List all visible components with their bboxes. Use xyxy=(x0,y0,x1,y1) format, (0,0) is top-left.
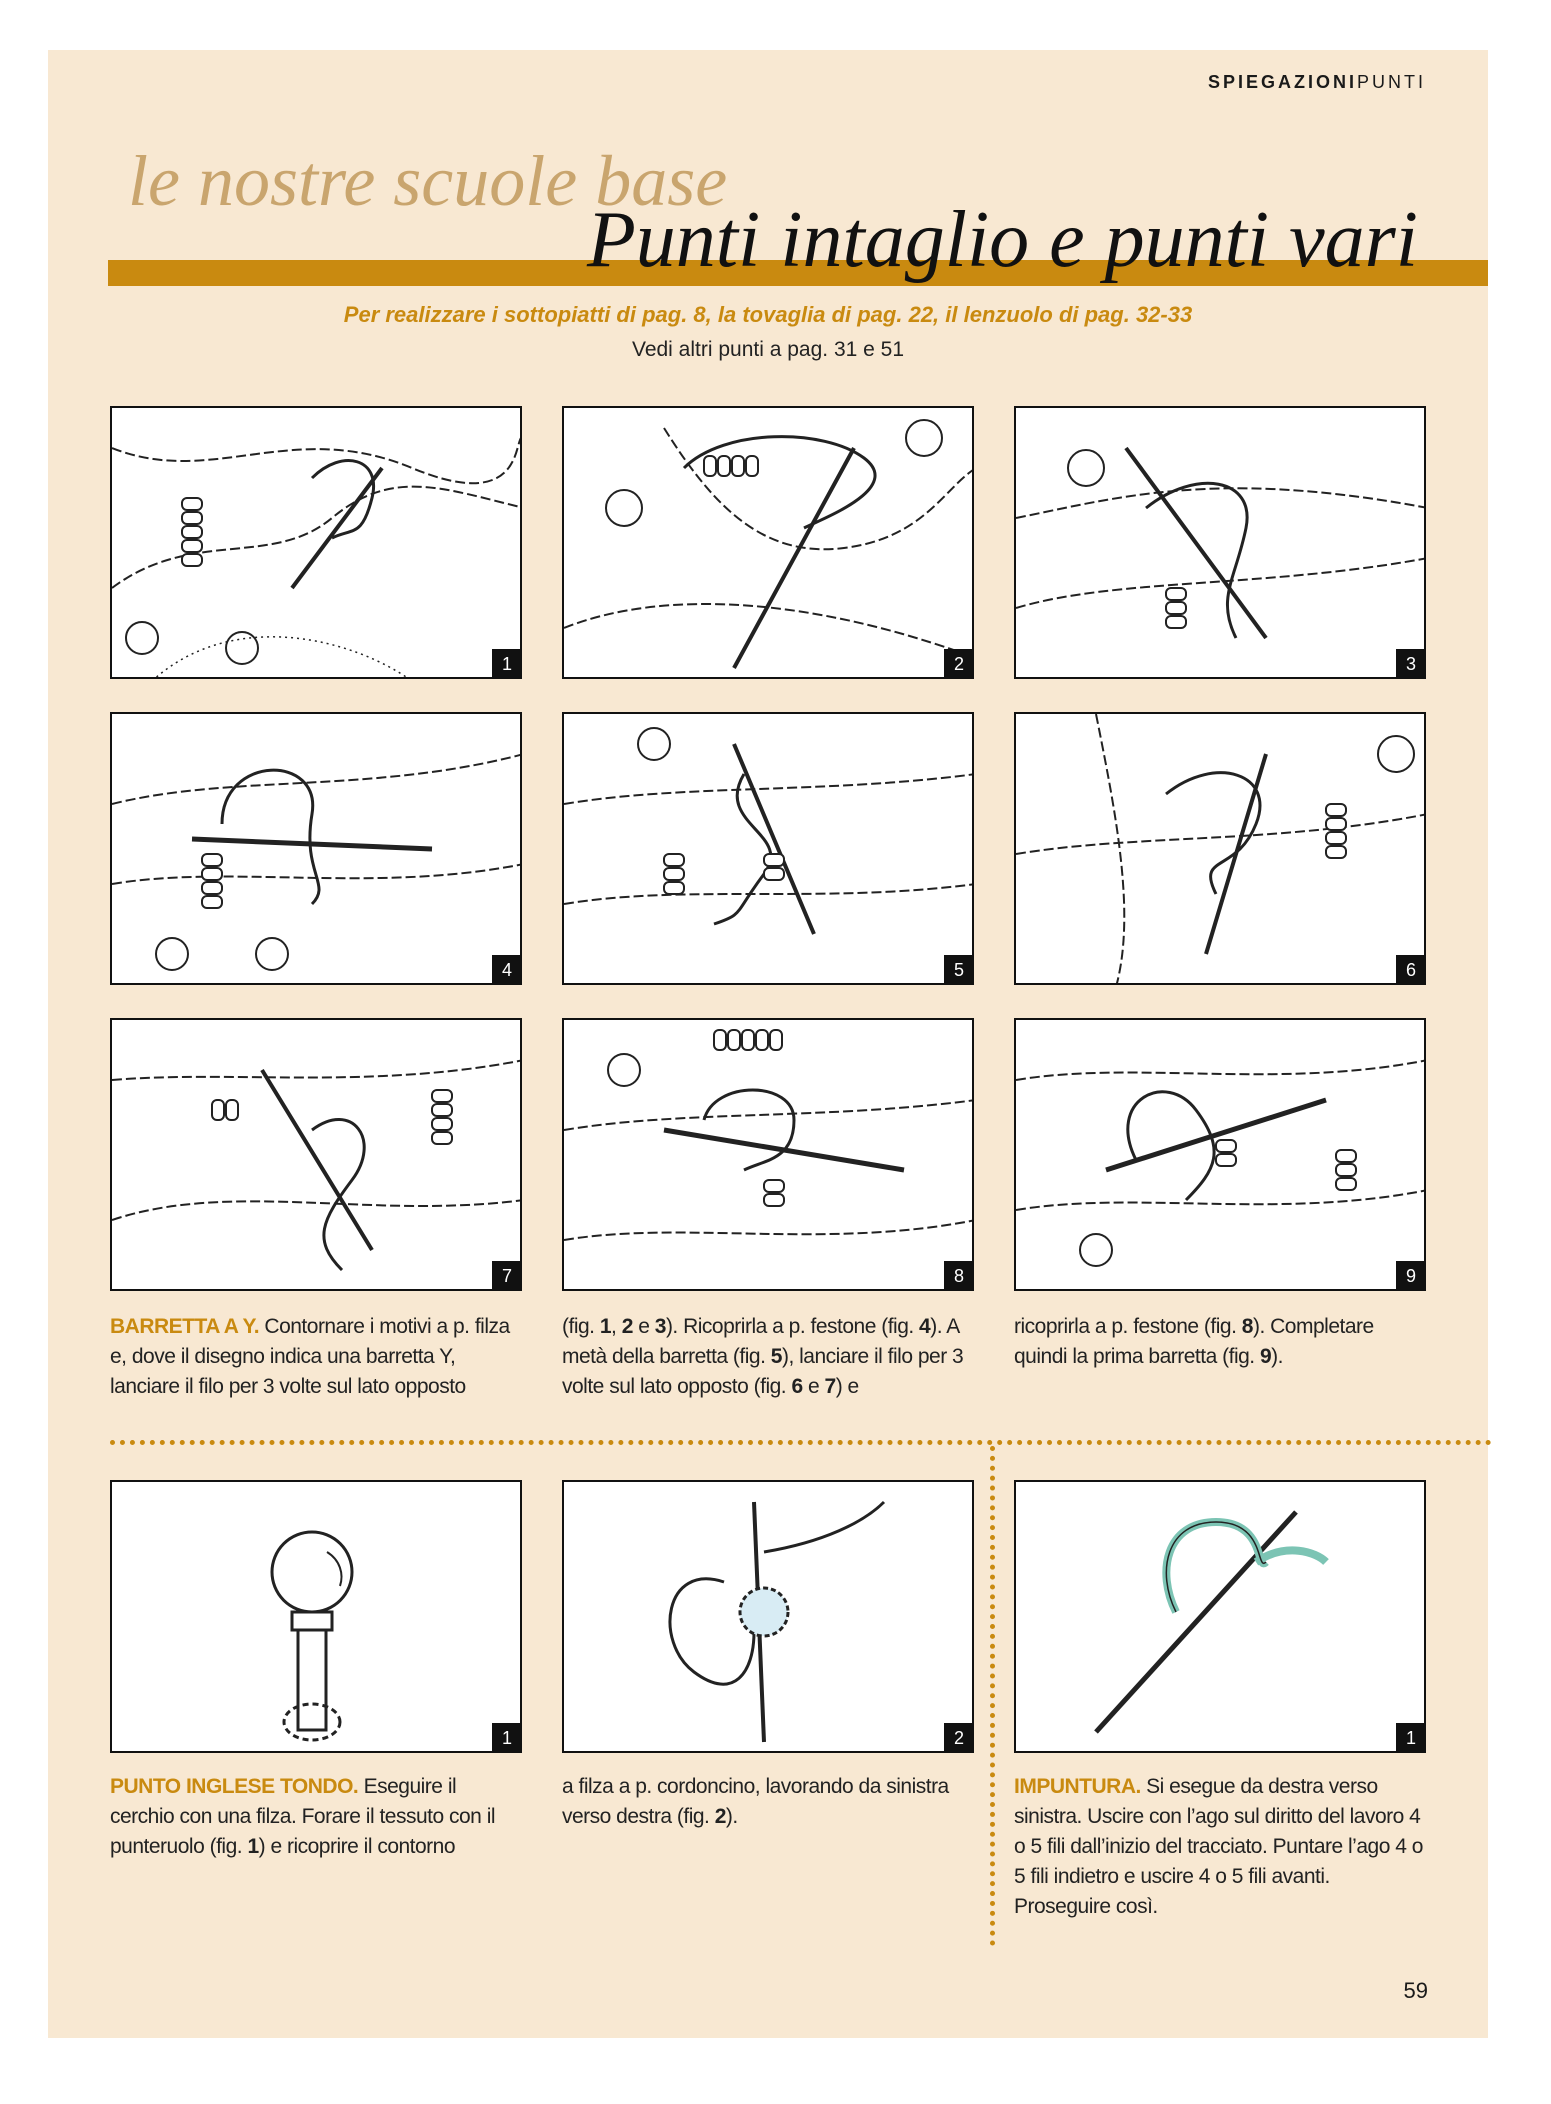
embroidery-illustration xyxy=(112,408,522,679)
backstitch-illustration xyxy=(1016,1482,1426,1753)
dotted-divider xyxy=(110,1440,1492,1445)
barretta-figure-5 xyxy=(562,712,974,985)
embroidery-illustration xyxy=(1016,1020,1426,1291)
figure-number: 1 xyxy=(1396,1723,1426,1753)
barretta-figure-4 xyxy=(110,712,522,985)
figure-number: 1 xyxy=(492,649,522,679)
series-title: le nostre scuole base xyxy=(128,141,728,221)
embroidery-illustration xyxy=(112,714,522,985)
figure-number: 2 xyxy=(944,1723,974,1753)
inglese-figure-1 xyxy=(110,1480,522,1753)
dotted-column-divider xyxy=(990,1446,995,1946)
figure-number: 5 xyxy=(944,955,974,985)
embroidery-illustration xyxy=(1016,408,1426,679)
barretta-text-col2: (fig. 1, 2 e 3). Ricoprirla a p. festone (fig. 4). A metà della barretta (fig. 5), lanciare il filo per 3 volte sul lato opposto (fig. 6 e 7) e xyxy=(562,1315,964,1398)
figure-number: 6 xyxy=(1396,955,1426,985)
page-title: Punti intaglio e punti vari xyxy=(586,196,1418,284)
embroidery-illustration xyxy=(112,1020,522,1291)
projects-subtitle: Per realizzare i sottopiatti di pag. 8, la tovaglia di pag. 22, il lenzuolo di pag. 32-33 xyxy=(343,302,1193,327)
eyelet-illustration xyxy=(564,1482,974,1753)
figure-number: 4 xyxy=(492,955,522,985)
figure-number: 2 xyxy=(944,649,974,679)
embroidery-illustration xyxy=(564,408,974,679)
barretta-figure-6 xyxy=(1014,712,1426,985)
inglese-figure-2 xyxy=(562,1480,974,1753)
see-also-subtitle: Vedi altri punti a pag. 31 e 51 xyxy=(631,338,905,361)
impuntura-heading: IMPUNTURA. xyxy=(1014,1775,1141,1798)
figure-number: 1 xyxy=(492,1723,522,1753)
barretta-heading: BARRETTA A Y. xyxy=(110,1315,260,1338)
inglese-text-col2: a filza a p. cordoncino, lavorando da sinistra verso destra (fig. 2). xyxy=(562,1775,949,1828)
page-number: 59 xyxy=(1403,1978,1428,2003)
page xyxy=(48,50,1488,2038)
barretta-figure-2 xyxy=(562,406,974,679)
embroidery-illustration xyxy=(1016,714,1426,985)
awl-illustration xyxy=(112,1482,522,1753)
barretta-figure-1 xyxy=(110,406,522,679)
section-label: SPIEGAZIONIPUNTI xyxy=(1207,72,1426,92)
barretta-text-col3: ricoprirla a p. festone (fig. 8). Completare quindi la prima barretta (fig. 9). xyxy=(1014,1315,1374,1368)
barretta-text-col1: BARRETTA A Y. Contornare i motivi a p. filza e, dove il disegno indica una barretta Y, lanciare il filo per 3 volte sul lato opposto xyxy=(110,1315,510,1398)
impuntura-figure-1 xyxy=(1014,1480,1426,1753)
impuntura-text: IMPUNTURA. Si esegue da destra verso sinistra. Uscire con l’ago sul diritto del lavoro 4 o 5 fili dall’inizio del tracciato. Puntare l’ago 4 o 5 fili indietro e uscire 4 o 5 fili avanti. Proseguire così. xyxy=(1014,1775,1423,1918)
figure-number: 9 xyxy=(1396,1261,1426,1291)
barretta-figure-3 xyxy=(1014,406,1426,679)
embroidery-illustration xyxy=(564,714,974,985)
figure-number: 8 xyxy=(944,1261,974,1291)
barretta-figure-9 xyxy=(1014,1018,1426,1291)
embroidery-illustration xyxy=(564,1020,974,1291)
inglese-heading: PUNTO INGLESE TONDO. xyxy=(110,1775,359,1798)
inglese-text-col1: PUNTO INGLESE TONDO. Eseguire il cerchio con una filza. Forare il tessuto con il punteruolo (fig. 1) e ricoprire il contorno xyxy=(110,1775,496,1858)
figure-number: 7 xyxy=(492,1261,522,1291)
barretta-figure-8 xyxy=(562,1018,974,1291)
figure-number: 3 xyxy=(1396,649,1426,679)
barretta-figure-7 xyxy=(110,1018,522,1291)
